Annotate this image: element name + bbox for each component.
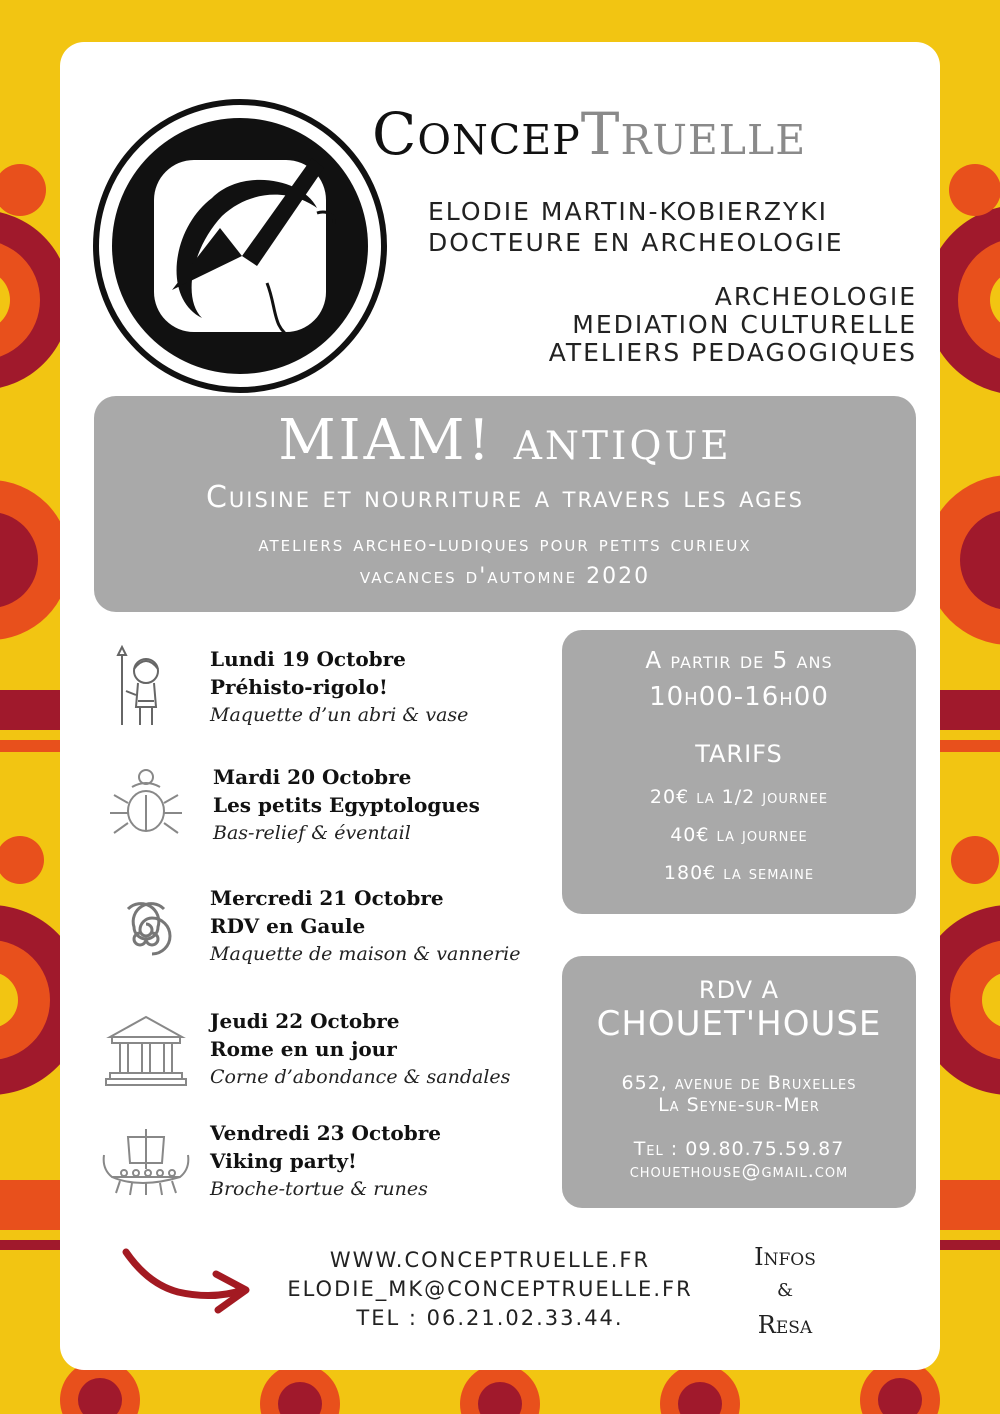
service-item: ATELIERS PEDAGOGIQUES <box>548 338 917 367</box>
address-city: La Seyne-sur-Mer <box>658 1094 820 1116</box>
arrow-icon <box>118 1244 258 1334</box>
tarifs-label: TARIFS <box>695 740 783 768</box>
brand-name-part2: Truelle <box>580 100 807 168</box>
trowel-logo-icon <box>92 98 388 394</box>
email-link[interactable]: ELODIE_MK@CONCEPTRUELLE.FR <box>287 1277 693 1301</box>
event-title: MIAM! antique <box>278 408 732 473</box>
day-date: Jeudi 22 Octobre <box>210 1009 400 1033</box>
infos-label: Infos <box>754 1243 816 1271</box>
day-item <box>100 763 560 863</box>
info-box <box>562 630 916 914</box>
day-activity: Maquette d’un abri & vase <box>210 704 469 726</box>
rdv-label: RDV A <box>698 976 780 1004</box>
location-box <box>562 956 916 1208</box>
venue-phone: Tel : 09.80.75.59.87 <box>633 1138 845 1160</box>
age-info: A partir de 5 ans <box>645 648 833 674</box>
scarab-icon <box>100 763 192 855</box>
day-item <box>100 645 560 745</box>
price-item: 180€ la semaine <box>663 862 815 884</box>
owner-title: DOCTEURE EN ARCHEOLOGIE <box>428 228 844 257</box>
event-period: vacances d'automne 2020 <box>359 564 651 589</box>
day-activity: Broche-tortue & runes <box>210 1178 428 1200</box>
day-activity: Maquette de maison & vannerie <box>210 943 521 965</box>
event-banner <box>94 396 916 612</box>
day-date: Lundi 19 Octobre <box>210 647 406 671</box>
contact-phone: TEL : 06.21.02.33.44. <box>356 1306 624 1330</box>
services-list <box>497 283 917 367</box>
day-activity: Bas-relief & éventail <box>213 822 411 844</box>
infos-resa-label <box>730 1240 840 1342</box>
temple-icon <box>100 1007 192 1099</box>
resa-label: Resa <box>757 1311 813 1339</box>
day-date: Mardi 20 Octobre <box>213 765 412 789</box>
day-theme: Préhisto-rigolo! <box>210 675 388 699</box>
day-item <box>100 1007 560 1107</box>
day-date: Mercredi 21 Octobre <box>210 886 444 910</box>
price-item: 20€ la 1/2 journee <box>649 786 829 808</box>
day-theme: Les petits Egyptologues <box>213 793 480 817</box>
caveman-icon <box>100 645 192 737</box>
day-theme: Rome en un jour <box>210 1037 397 1061</box>
ampersand-label: & <box>776 1280 794 1301</box>
triskelion-icon <box>100 884 192 976</box>
day-item <box>100 884 560 984</box>
price-item: 40€ la journee <box>670 824 808 846</box>
viking-ship-icon <box>100 1119 192 1211</box>
day-date: Vendredi 23 Octobre <box>210 1121 441 1145</box>
service-item: MEDIATION CULTURELLE <box>572 310 917 339</box>
venue-name: CHOUET'HOUSE <box>596 1004 882 1044</box>
hours-info: 10h00-16h00 <box>649 682 829 712</box>
event-description: ateliers archeo-ludiques pour petits curieux <box>258 532 752 557</box>
venue-email: chouethouse@gmail.com <box>629 1160 849 1182</box>
owner-block <box>428 196 888 258</box>
day-theme: Viking party! <box>210 1149 357 1173</box>
contact-block <box>270 1246 710 1333</box>
day-theme: RDV en Gaule <box>210 914 366 938</box>
address-line: 652, avenue de Bruxelles <box>621 1072 857 1094</box>
brand-name <box>372 100 932 168</box>
owner-name: ELODIE MARTIN-KOBIERZYKI <box>428 197 829 226</box>
day-activity: Corne d’abondance & sandales <box>210 1066 511 1088</box>
brand-name-part1: Concep <box>372 100 581 168</box>
service-item: ARCHEOLOGIE <box>714 282 917 311</box>
event-subtitle: Cuisine et nourriture a travers les ages <box>205 480 805 515</box>
day-item <box>100 1119 560 1219</box>
website-link[interactable]: WWW.CONCEPTRUELLE.FR <box>329 1248 651 1272</box>
